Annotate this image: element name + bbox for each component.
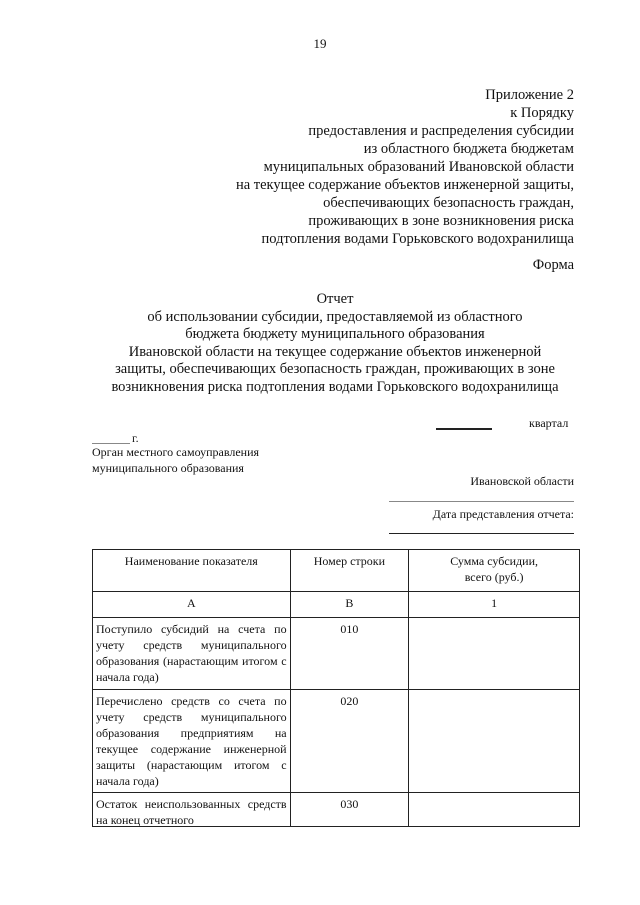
form-label: Форма	[532, 257, 574, 273]
title-line: бюджета бюджету муниципального образования	[185, 326, 485, 342]
row-amount[interactable]	[409, 618, 580, 690]
appendix-line: на текущее содержание объектов инженерной защиты,	[235, 177, 574, 193]
appendix-line: подтопления водами Горьковского водохранилища	[261, 231, 574, 247]
appendix-line: из областного бюджета бюджетам	[363, 141, 574, 157]
title-line: Ивановской области на текущее содержание объектов инженерной	[128, 343, 542, 360]
row-name: Поступило субсидий на счета по учету средств муниципального образования (нарастающим итогом с начала года)	[93, 618, 291, 690]
title-line: защиты, обеспечивающих безопасность граждан, проживающих в зоне	[115, 361, 555, 377]
report-table	[92, 549, 580, 827]
row-amount[interactable]	[409, 793, 580, 828]
code-1: 1	[409, 592, 580, 618]
row-amount[interactable]	[409, 690, 580, 793]
row-code: 010	[290, 618, 409, 690]
table-bottom-edge	[92, 826, 580, 827]
appendix-line: проживающих в зоне возникновения риска	[308, 213, 574, 229]
appendix-line: к Порядку	[510, 105, 574, 121]
code-b: В	[290, 592, 409, 618]
title-line: возникновения риска подтопления водами Горьковского водохранилища	[111, 378, 559, 395]
table-row	[93, 690, 580, 793]
submission-date-label: Дата представления отчета:	[432, 507, 574, 521]
appendix-line: муниципальных образований Ивановской области	[263, 159, 574, 175]
appendix-line: Приложение 2	[485, 87, 574, 103]
title-line: Отчет	[316, 291, 354, 307]
authority-label-2: муниципального образования	[92, 461, 244, 475]
row-name: Перечислено средств со счета по учету средств муниципального образования предприятиям на текущее содержание инженерной защиты (нарастающим итогом с начала года)	[93, 690, 291, 793]
region-label: Ивановской области	[470, 474, 574, 488]
header-indicator: Наименование показателя	[93, 550, 291, 592]
page-number: 19	[313, 36, 327, 51]
appendix-line: предоставления и распределения субсидии	[308, 123, 574, 139]
header-row-number: Номер строки	[290, 550, 409, 592]
table-row	[93, 618, 580, 690]
table-row	[93, 793, 580, 828]
title-line: об использовании субсидии, предоставляемой из областного	[147, 308, 523, 325]
header-amount: Сумма субсидии, всего (руб.)	[409, 550, 580, 592]
row-code: 020	[290, 690, 409, 793]
row-name: Остаток неиспользованных средств на конец отчетного	[93, 793, 291, 828]
appendix-line: обеспечивающих безопасность граждан,	[323, 195, 574, 211]
row-code: 030	[290, 793, 409, 828]
code-a: А	[93, 592, 291, 618]
quarter-label: квартал	[529, 416, 569, 430]
authority-label-1: Орган местного самоуправления	[92, 445, 260, 459]
year-label: г.	[132, 431, 139, 445]
